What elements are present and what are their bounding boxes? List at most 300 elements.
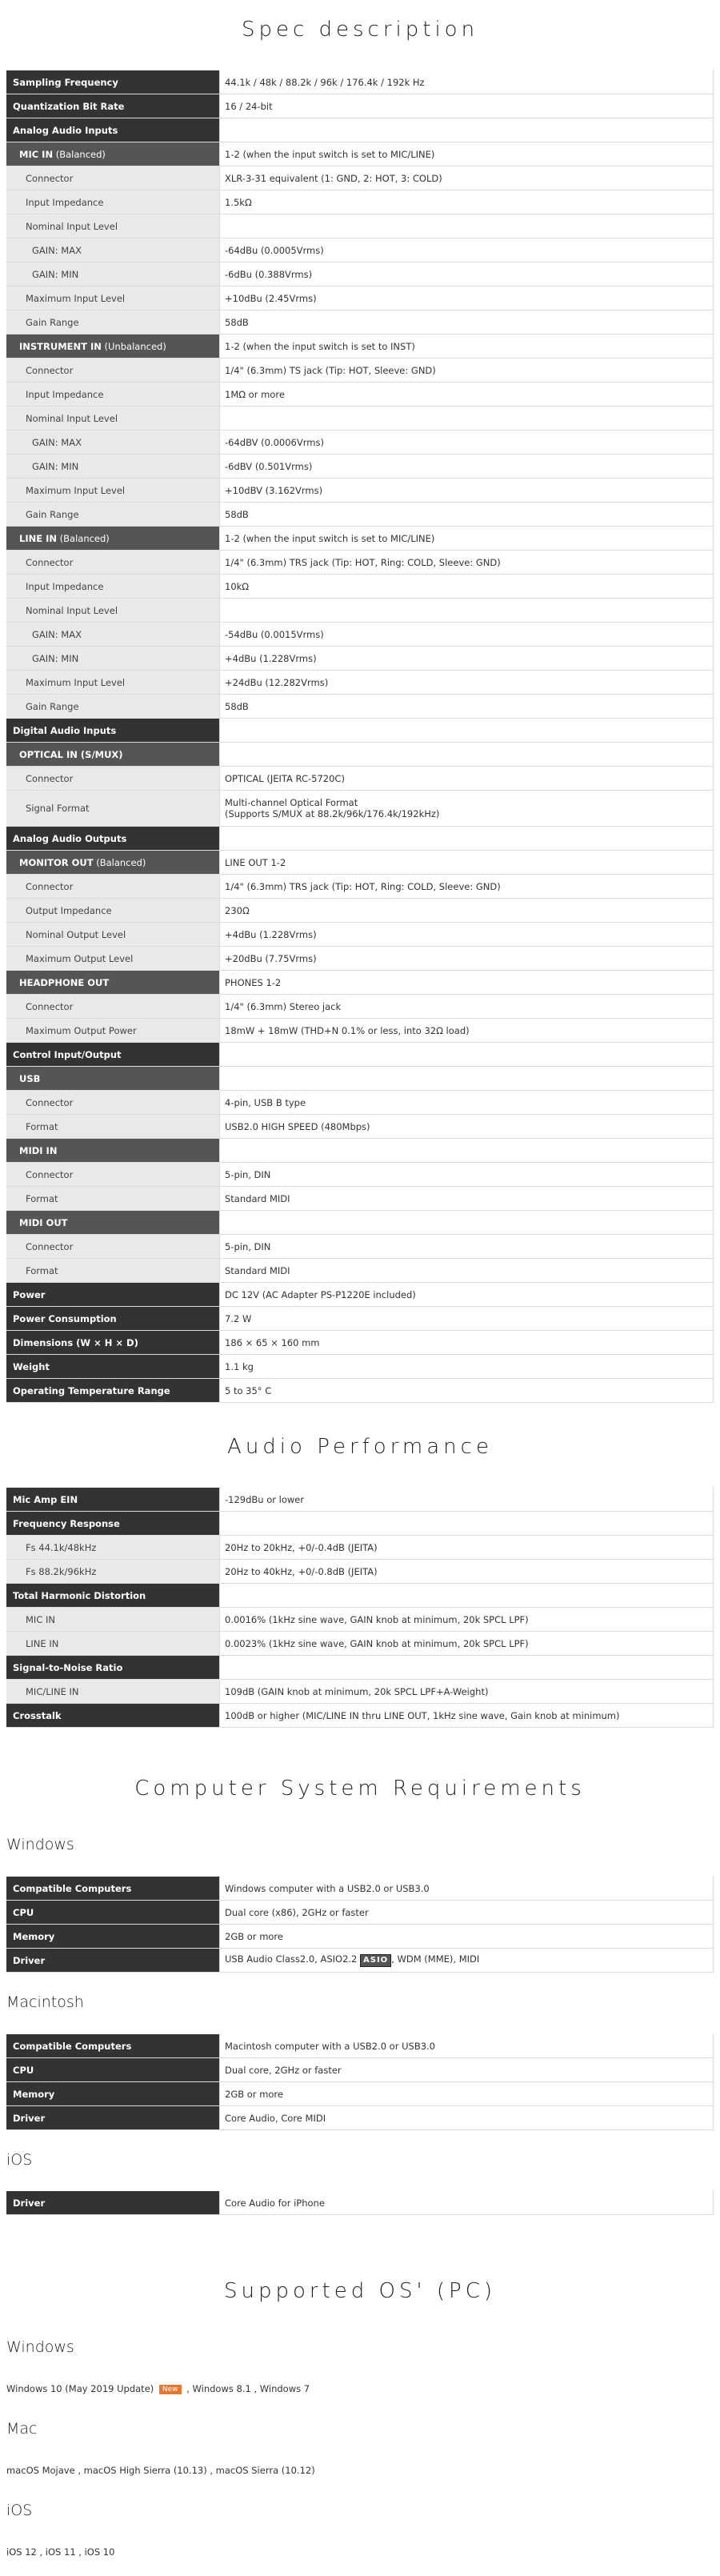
spec-value-cell [220, 899, 714, 923]
spec-row-nominal-input-level [6, 214, 714, 238]
spec-value: +24dBu (12.282Vrms) [225, 676, 329, 688]
spec-label-cell [6, 1259, 220, 1283]
spec-label-cell [6, 767, 220, 791]
spec-label-cell [6, 503, 220, 527]
spec-value-cell [220, 1235, 714, 1259]
spec-value: 2GB or more [225, 1930, 283, 1942]
spec-label-note: (Unbalanced) [101, 340, 166, 352]
spec-label: OPTICAL IN (S/MUX) [19, 748, 123, 760]
spec-row-mic-amp-ein [6, 1488, 714, 1512]
spec-row-mic-line-in [6, 1680, 714, 1704]
spec-value: Core Audio, Core MIDI [225, 2112, 326, 2124]
os-ios-line: iOS 12 , iOS 11 , iOS 10 [6, 2546, 115, 2558]
spec-value-cell [220, 1355, 714, 1379]
spec-label: Connector [26, 172, 74, 184]
spec-row-operating-temperature-range [6, 1379, 714, 1403]
new-badge: New [159, 2385, 182, 2394]
spec-row-frequency-response [6, 1512, 714, 1536]
spec-row-gain-range [6, 310, 714, 335]
spec-value-cell [220, 2191, 714, 2215]
spec-value-cell [220, 647, 714, 671]
spec-label-cell [6, 190, 220, 214]
spec-label: Connector [26, 1000, 74, 1012]
spec-label: Maximum Output Power [26, 1024, 137, 1036]
os-windows-line [6, 2383, 310, 2394]
spec-label-cell [6, 923, 220, 947]
spec-row-sampling-frequency [6, 70, 714, 94]
spec-value-line2: (Supports S/MUX at 88.2k/96k/176.4k/192kHz) [225, 808, 440, 819]
spec-label-cell [6, 995, 220, 1019]
spec-value-cell [220, 671, 714, 695]
spec-row-line-in [6, 1632, 714, 1656]
spec-label: Weight [13, 1360, 50, 1372]
spec-row-connector [6, 1091, 714, 1115]
spec-label-cell [6, 118, 220, 142]
spec-value-cell [220, 1901, 714, 1925]
os-mac-heading: Mac [6, 2420, 38, 2438]
spec-value-cell [220, 1949, 714, 1973]
spec-row-digital-audio-inputs [6, 719, 714, 743]
spec-value-cell [220, 479, 714, 503]
spec-label-note: (Balanced) [53, 148, 106, 160]
spec-row-connector [6, 166, 714, 190]
spec-label: Compatible Computers [13, 2040, 132, 2052]
spec-label-cell [6, 1307, 220, 1331]
spec-row-crosstalk [6, 1704, 714, 1728]
spec-label-cell [6, 695, 220, 719]
spec-value: +4dBu (1.228Vrms) [225, 928, 317, 940]
spec-row-optical-in-s-mux [6, 743, 714, 767]
spec-row-compatible-computers [6, 2034, 714, 2058]
spec-value-cell [220, 1259, 714, 1283]
spec-label-cell [6, 310, 220, 335]
spec-label-cell [6, 1355, 220, 1379]
spec-value-cell [220, 1139, 714, 1163]
spec-value-cell [220, 142, 714, 166]
os-windows-text: Windows 10 (May 2019 Update) [6, 2383, 154, 2394]
spec-value: 16 / 24-bit [225, 100, 273, 112]
spec-label: Signal-to-Noise Ratio [13, 1661, 123, 1673]
spec-label: Input Impedance [26, 580, 104, 592]
spec-row-connector [6, 767, 714, 791]
spec-label: HEADPHONE OUT [19, 976, 110, 988]
spec-label-cell [6, 2191, 220, 2215]
spec-value-cell [220, 947, 714, 971]
spec-label-cell [6, 575, 220, 599]
spec-value-post: , WDM (MME), MIDI [391, 1953, 480, 1965]
spec-label-cell [6, 1139, 220, 1163]
spec-label: Driver [13, 2197, 46, 2209]
spec-label-cell [6, 214, 220, 238]
spec-label-cell [6, 359, 220, 383]
spec-label-cell [6, 1901, 220, 1925]
spec-label: Power [13, 1288, 46, 1300]
spec-value-cell [220, 743, 714, 767]
spec-value-cell [220, 2058, 714, 2082]
spec-value: 186 × 65 × 160 mm [225, 1336, 320, 1348]
spec-value-cell [220, 827, 714, 851]
spec-row-connector [6, 875, 714, 899]
spec-label: Maximum Input Level [26, 676, 126, 688]
spec-value-cell [220, 791, 714, 827]
spec-value-cell [220, 407, 714, 431]
spec-value-cell [220, 1163, 714, 1187]
spec-value-cell [220, 623, 714, 647]
spec-value: Core Audio for iPhone [225, 2197, 325, 2209]
spec-label-note: (Balanced) [57, 532, 110, 544]
spec-value-cell [220, 70, 714, 94]
spec-label-cell [6, 2106, 220, 2130]
spec-value: 1.1 kg [225, 1360, 254, 1372]
spec-row-driver [6, 2106, 714, 2130]
spec-label-cell [6, 335, 220, 359]
spec-label-cell [6, 1512, 220, 1536]
spec-value: +10dBV (3.162Vrms) [225, 484, 323, 496]
spec-value-cell [220, 359, 714, 383]
spec-label-cell [6, 671, 220, 695]
req-ios-table [6, 2190, 714, 2215]
spec-row-fs-44-1k-48khz [6, 1536, 714, 1560]
spec-label: Connector [26, 1096, 74, 1108]
spec-row-gain-min [6, 262, 714, 286]
spec-label: Connector [26, 1240, 74, 1252]
spec-value: 58dB [225, 700, 249, 712]
spec-row-signal-format [6, 791, 714, 827]
spec-value-cell [220, 575, 714, 599]
spec-label-cell [6, 971, 220, 995]
spec-label-cell [6, 286, 220, 310]
spec-label: Input Impedance [26, 388, 104, 400]
spec-row-monitor-out [6, 851, 714, 875]
spec-label: Nominal Output Level [26, 928, 126, 940]
spec-label-cell [6, 851, 220, 875]
spec-value-cell [220, 599, 714, 623]
spec-row-format [6, 1259, 714, 1283]
spec-label: Signal Format [26, 803, 90, 814]
spec-label: Crosstalk [13, 1709, 62, 1721]
spec-row-memory [6, 2082, 714, 2106]
spec-label-cell [6, 262, 220, 286]
spec-row-input-impedance [6, 383, 714, 407]
spec-label-cell [6, 2034, 220, 2058]
spec-value-cell [220, 767, 714, 791]
spec-label-cell [6, 479, 220, 503]
spec-label-cell [6, 455, 220, 479]
spec-row-gain-min [6, 455, 714, 479]
spec-value: 7.2 W [225, 1312, 252, 1324]
spec-row-gain-max [6, 623, 714, 647]
spec-label-cell [6, 70, 220, 94]
requirements-title: Computer System Requirements [134, 1777, 586, 1801]
spec-label: Compatible Computers [13, 1882, 132, 1894]
spec-value: 1-2 (when the input switch is set to MIC/LINE) [225, 532, 435, 544]
spec-label-cell [6, 1608, 220, 1632]
spec-row-output-impedance [6, 899, 714, 923]
spec-value: 1-2 (when the input switch is set to INST) [225, 340, 415, 352]
spec-value-cell [220, 1680, 714, 1704]
spec-label: GAIN: MIN [32, 268, 79, 280]
spec-value: Dual core, 2GHz or faster [225, 2064, 342, 2076]
spec-label: Dimensions (W × H × D) [13, 1336, 138, 1348]
spec-row-analog-audio-outputs [6, 827, 714, 851]
spec-row-power-consumption [6, 1307, 714, 1331]
spec-value-cell [220, 118, 714, 142]
spec-value: LINE OUT 1-2 [225, 856, 286, 868]
spec-value: 1.5kΩ [225, 196, 252, 208]
spec-value-cell [220, 1656, 714, 1680]
spec-row-midi-in [6, 1139, 714, 1163]
spec-value-cell [220, 1608, 714, 1632]
spec-label: Driver [13, 2112, 46, 2124]
spec-value: -54dBu (0.0015Vrms) [225, 628, 324, 640]
spec-row-dimensions-w-h-d [6, 1331, 714, 1355]
spec-table [6, 70, 714, 1403]
spec-label: Memory [13, 2088, 55, 2100]
spec-row-fs-88-2k-96khz [6, 1560, 714, 1584]
spec-label: MIC IN [26, 1613, 55, 1625]
spec-label-cell [6, 1680, 220, 1704]
performance-table [6, 1487, 714, 1728]
spec-value: Standard MIDI [225, 1192, 290, 1204]
req-windows-table [6, 1876, 714, 1973]
spec-row-line-in [6, 527, 714, 551]
spec-label-cell [6, 1536, 220, 1560]
spec-value-cell [220, 1632, 714, 1656]
spec-label-cell [6, 1187, 220, 1211]
spec-label: GAIN: MIN [32, 652, 79, 664]
spec-label: Fs 88.2k/96kHz [26, 1565, 97, 1577]
spec-value: 20Hz to 20kHz, +0/-0.4dB (JEITA) [225, 1541, 378, 1553]
spec-row-usb [6, 1067, 714, 1091]
spec-value: OPTICAL (JEITA RC-5720C) [225, 772, 345, 784]
spec-label: Connector [26, 364, 74, 376]
spec-value-cell [220, 1704, 714, 1728]
spec-label-cell [6, 431, 220, 455]
spec-label-cell [6, 1877, 220, 1901]
spec-value-cell [220, 1379, 714, 1403]
supported-os-title: Supported OS' (PC) [223, 2279, 497, 2303]
spec-value-cell [220, 335, 714, 359]
spec-value-cell [220, 1925, 714, 1949]
spec-label: Analog Audio Outputs [13, 832, 127, 844]
os-windows-text-post: , Windows 8.1 , Windows 7 [186, 2383, 310, 2394]
spec-value-cell [220, 286, 714, 310]
spec-value-cell [220, 695, 714, 719]
spec-label: Nominal Input Level [26, 604, 118, 616]
performance-title: Audio Performance [227, 1435, 493, 1459]
spec-label: LINE IN [19, 532, 57, 544]
spec-value-cell [220, 719, 714, 743]
spec-label-cell [6, 551, 220, 575]
spec-value: XLR-3-31 equivalent (1: GND, 2: HOT, 3: COLD) [225, 172, 442, 184]
spec-label-cell [6, 947, 220, 971]
req-ios-heading: iOS [6, 2151, 33, 2169]
spec-value: -64dBu (0.0005Vrms) [225, 244, 324, 256]
spec-value-cell [220, 310, 714, 335]
spec-value-cell [220, 1512, 714, 1536]
spec-value-cell [220, 2034, 714, 2058]
spec-value: 44.1k / 48k / 88.2k / 96k / 176.4k / 192k Hz [225, 76, 425, 88]
spec-value-cell [220, 851, 714, 875]
spec-label-cell [6, 94, 220, 118]
spec-value-cell [220, 1211, 714, 1235]
spec-value-cell [220, 2082, 714, 2106]
spec-value: 20Hz to 40kHz, +0/-0.8dB (JEITA) [225, 1565, 378, 1577]
spec-value-cell [220, 383, 714, 407]
spec-label-cell [6, 1115, 220, 1139]
req-windows-heading: Windows [6, 1836, 74, 1853]
spec-label-cell [6, 1632, 220, 1656]
spec-value: 100dB or higher (MIC/LINE IN thru LINE OUT, 1kHz sine wave, Gain knob at minimum) [225, 1709, 620, 1721]
spec-label-cell [6, 1211, 220, 1235]
spec-label: Mic Amp EIN [13, 1493, 78, 1505]
spec-row-mic-in [6, 1608, 714, 1632]
spec-label-cell [6, 527, 220, 551]
spec-row-gain-range [6, 503, 714, 527]
spec-value-cell [220, 1307, 714, 1331]
spec-label: Operating Temperature Range [13, 1384, 170, 1396]
spec-label: Power Consumption [13, 1312, 117, 1324]
spec-value: Standard MIDI [225, 1264, 290, 1276]
spec-label: Gain Range [26, 508, 79, 520]
spec-row-midi-out [6, 1211, 714, 1235]
spec-value: 1/4" (6.3mm) Stereo jack [225, 1000, 342, 1012]
spec-value: 1/4" (6.3mm) TRS jack (Tip: HOT, Ring: COLD, Sleeve: GND) [225, 880, 501, 892]
spec-label-cell [6, 1067, 220, 1091]
spec-label: Gain Range [26, 700, 79, 712]
spec-value-cell [220, 190, 714, 214]
spec-row-signal-to-noise-ratio [6, 1656, 714, 1680]
spec-value-cell [220, 995, 714, 1019]
spec-value-cell [220, 503, 714, 527]
spec-label-cell [6, 1379, 220, 1403]
spec-label: GAIN: MAX [32, 244, 82, 256]
spec-value: +4dBu (1.228Vrms) [225, 652, 317, 664]
spec-value: 10kΩ [225, 580, 250, 592]
spec-value-cell [220, 551, 714, 575]
os-mac-line: macOS Mojave , macOS High Sierra (10.13) , macOS Sierra (10.12) [6, 2465, 315, 2476]
spec-value-cell [220, 238, 714, 262]
spec-value-cell [220, 214, 714, 238]
spec-value-cell [220, 2106, 714, 2130]
spec-label-cell [6, 599, 220, 623]
spec-value: 1/4" (6.3mm) TS jack (Tip: HOT, Sleeve: GND) [225, 364, 436, 376]
spec-label: Maximum Input Level [26, 292, 126, 304]
spec-label: Maximum Output Level [26, 952, 134, 964]
spec-label-cell [6, 1584, 220, 1608]
spec-row-weight [6, 1355, 714, 1379]
spec-label: MIDI OUT [19, 1216, 68, 1228]
spec-label: CPU [13, 2064, 34, 2076]
spec-value-cell [220, 1187, 714, 1211]
spec-row-connector [6, 1235, 714, 1259]
spec-value: 5-pin, DIN [225, 1168, 271, 1180]
spec-label-cell [6, 383, 220, 407]
spec-value: 4-pin, USB B type [225, 1096, 306, 1108]
spec-value-cell [220, 1488, 714, 1512]
spec-row-analog-audio-inputs [6, 118, 714, 142]
spec-row-format [6, 1115, 714, 1139]
req-mac-heading: Macintosh [6, 1993, 84, 2011]
spec-label-cell [6, 1019, 220, 1043]
spec-value: 2GB or more [225, 2088, 283, 2100]
spec-value-cell [220, 1584, 714, 1608]
spec-label: CPU [13, 1906, 34, 1918]
spec-label: MONITOR OUT [19, 856, 94, 868]
spec-row-headphone-out [6, 971, 714, 995]
spec-label-cell [6, 827, 220, 851]
spec-label-cell [6, 1091, 220, 1115]
spec-row-mic-in [6, 142, 714, 166]
spec-row-maximum-output-power [6, 1019, 714, 1043]
spec-row-cpu [6, 2058, 714, 2082]
spec-value: USB Audio Class2.0, ASIO2.2 [225, 1953, 361, 1965]
spec-value: 1/4" (6.3mm) TRS jack (Tip: HOT, Ring: COLD, Sleeve: GND) [225, 556, 501, 568]
spec-title: Spec description [241, 18, 479, 42]
spec-value-cell [220, 1560, 714, 1584]
spec-label: GAIN: MAX [32, 628, 82, 640]
spec-label: Format [26, 1192, 58, 1204]
spec-value: 1-2 (when the input switch is set to MIC/LINE) [225, 148, 435, 160]
spec-value-cell [220, 1019, 714, 1043]
spec-row-instrument-in [6, 335, 714, 359]
spec-label-cell [6, 791, 220, 827]
spec-row-driver [6, 2191, 714, 2215]
spec-value: 5-pin, DIN [225, 1240, 271, 1252]
spec-row-connector [6, 995, 714, 1019]
spec-label: GAIN: MIN [32, 460, 79, 472]
spec-value-cell [220, 431, 714, 455]
spec-label-cell [6, 1283, 220, 1307]
spec-value-cell [220, 1331, 714, 1355]
spec-label: Connector [26, 556, 74, 568]
spec-label: Driver [13, 1954, 46, 1966]
spec-label: GAIN: MAX [32, 436, 82, 448]
spec-row-nominal-output-level [6, 923, 714, 947]
spec-label-cell [6, 899, 220, 923]
spec-label: Connector [26, 880, 74, 892]
spec-row-connector [6, 359, 714, 383]
spec-label: Input Impedance [26, 196, 104, 208]
spec-value: 5 to 35° C [225, 1384, 272, 1396]
spec-label-cell [6, 1043, 220, 1067]
spec-label: Gain Range [26, 316, 79, 328]
spec-label-cell [6, 238, 220, 262]
spec-row-gain-max [6, 431, 714, 455]
spec-label-cell [6, 142, 220, 166]
spec-label: Frequency Response [13, 1517, 120, 1529]
spec-label-cell [6, 2058, 220, 2082]
spec-value: 1MΩ or more [225, 388, 285, 400]
spec-value: +10dBu (2.45Vrms) [225, 292, 317, 304]
spec-label: Connector [26, 1168, 74, 1180]
spec-value-cell [220, 875, 714, 899]
spec-row-gain-range [6, 695, 714, 719]
spec-label-cell [6, 166, 220, 190]
spec-value: +20dBu (7.75Vrms) [225, 952, 317, 964]
spec-label: Nominal Input Level [26, 412, 118, 424]
spec-row-nominal-input-level [6, 407, 714, 431]
spec-label-cell [6, 623, 220, 647]
spec-label: INSTRUMENT IN [19, 340, 102, 352]
spec-label: Maximum Input Level [26, 484, 126, 496]
spec-value: USB2.0 HIGH SPEED (480Mbps) [225, 1120, 370, 1132]
spec-label-cell [6, 2082, 220, 2106]
spec-value-cell [220, 527, 714, 551]
spec-value: Windows computer with a USB2.0 or USB3.0 [225, 1882, 430, 1894]
spec-label: Memory [13, 1930, 55, 1942]
spec-row-gain-max [6, 238, 714, 262]
